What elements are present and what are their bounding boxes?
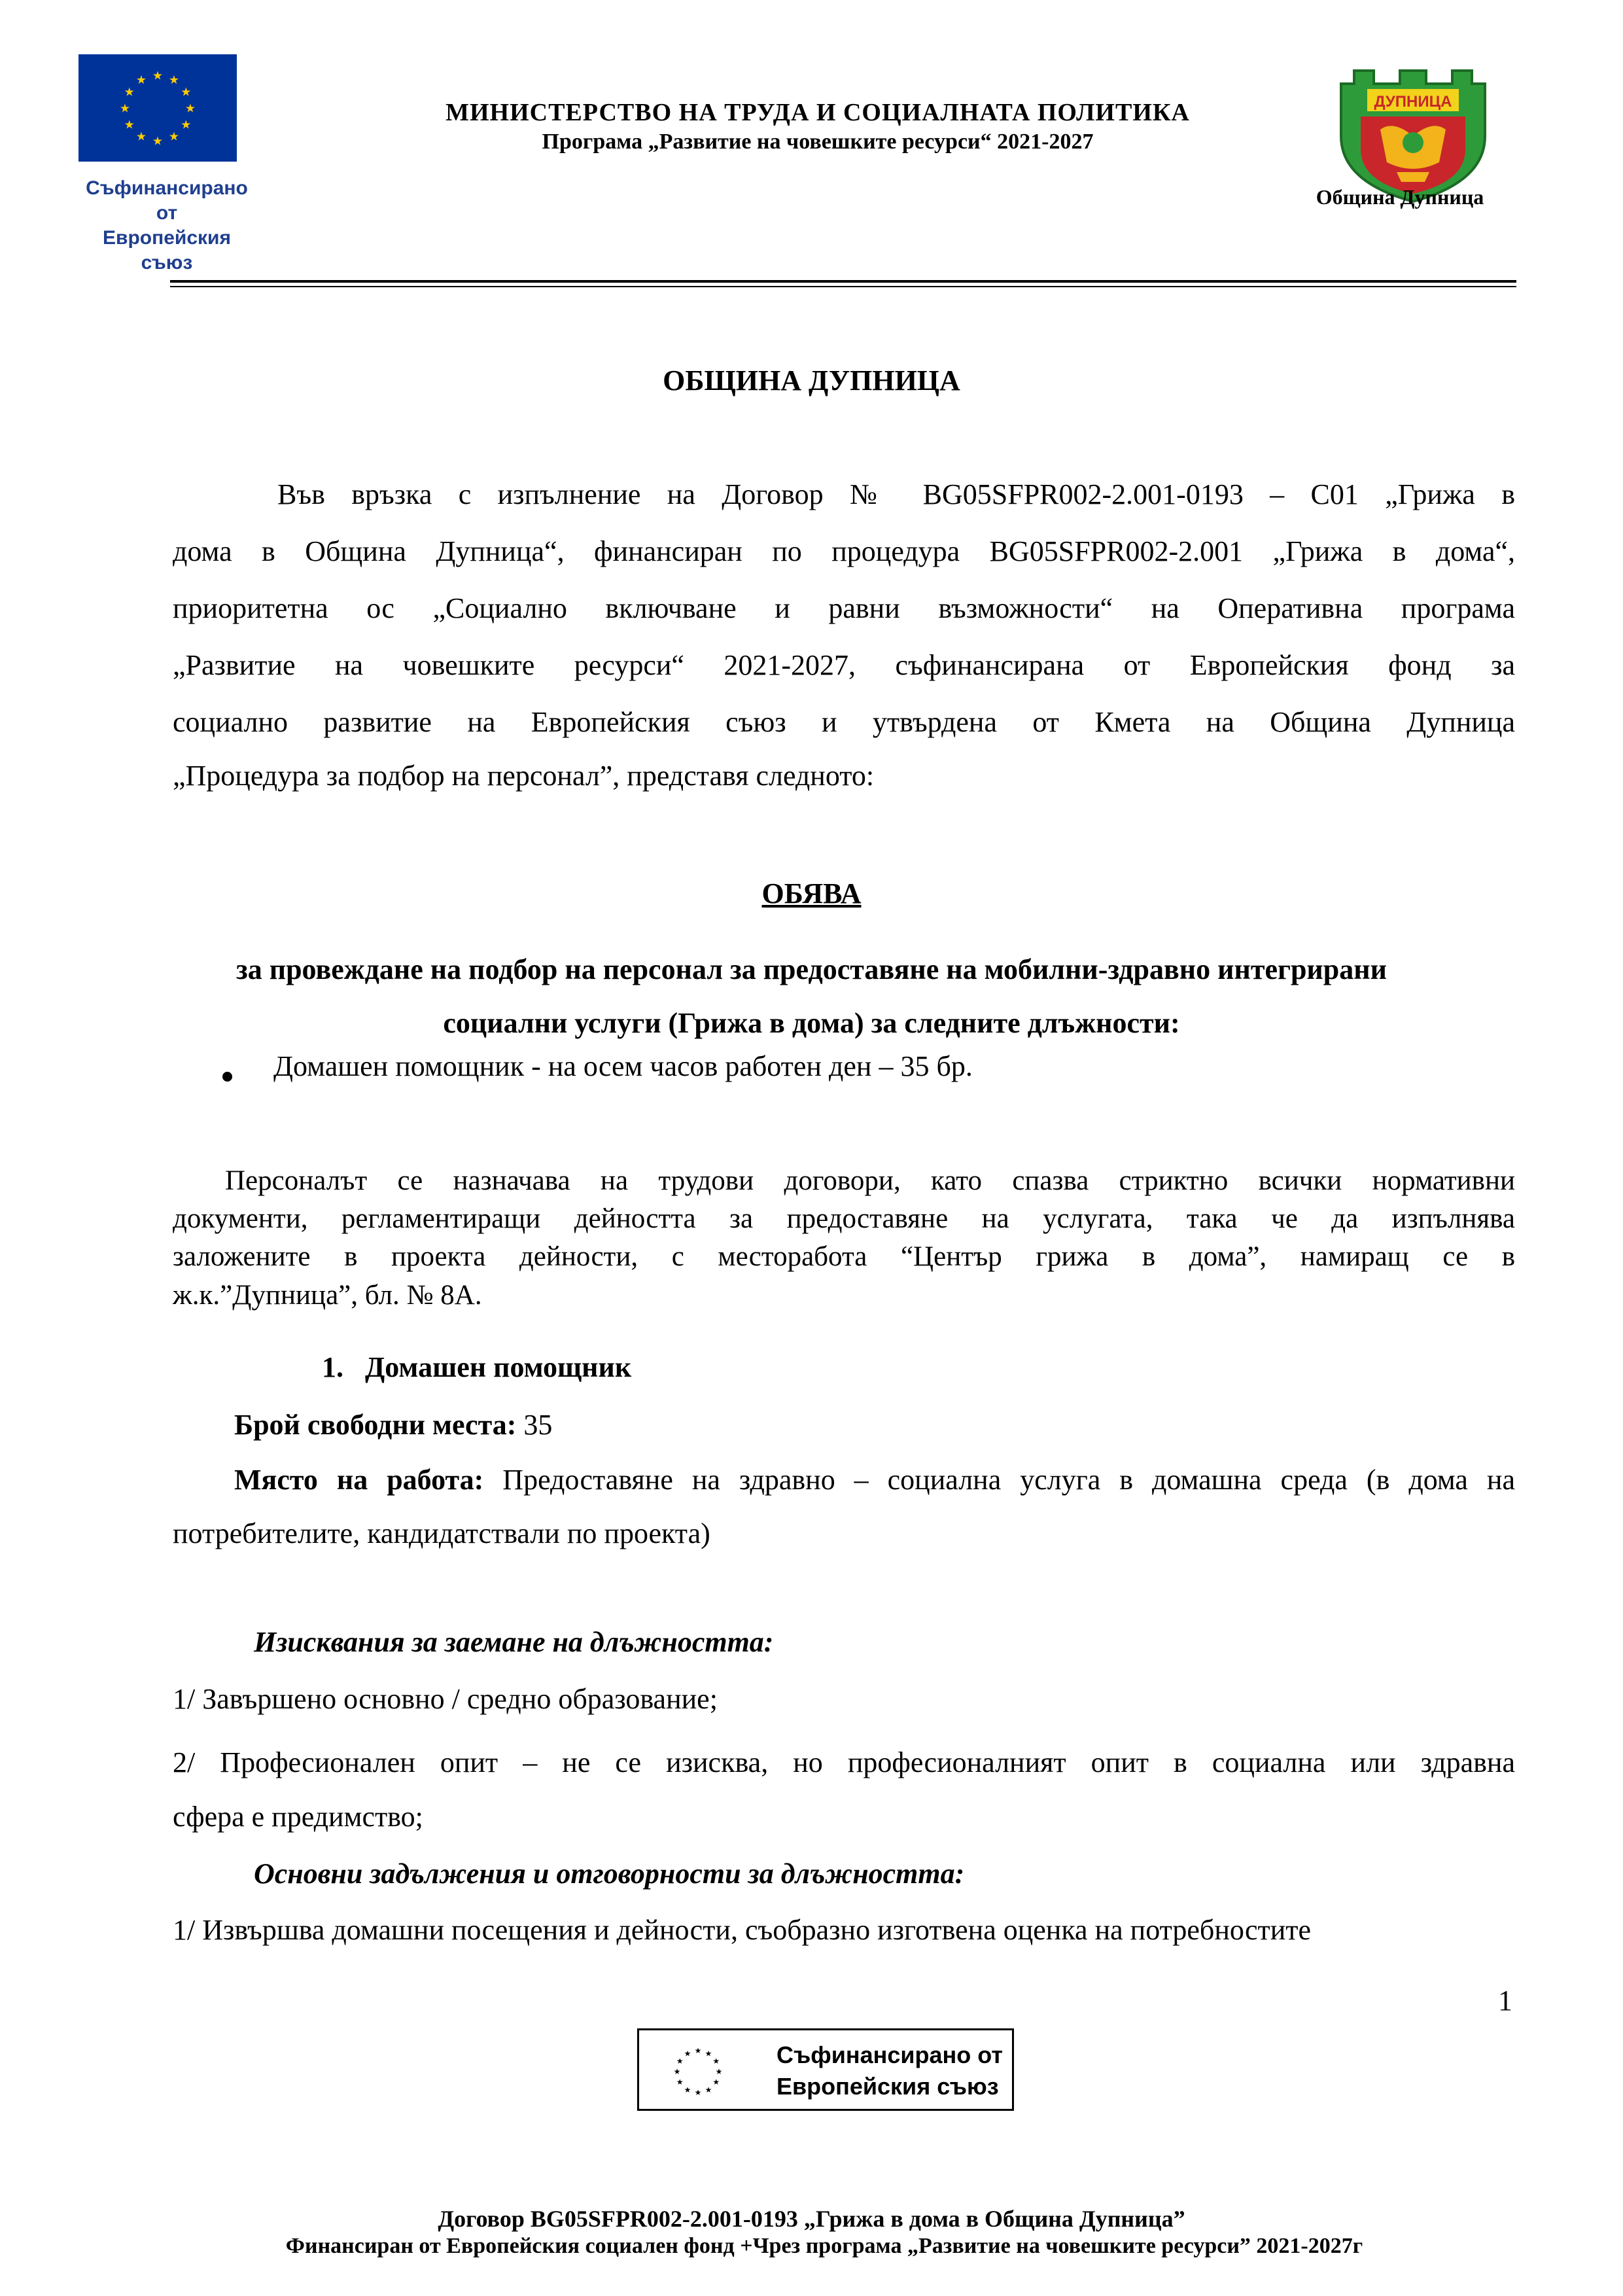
footer-contract: Договор BG05SFPR002-2.001-0193 „Грижа в дома в Община Дупница” bbox=[438, 2206, 1185, 2232]
crest-label: ДУПНИЦА bbox=[1374, 93, 1452, 111]
programme-title: Програма „Развитие на човешките ресурси“ 2021-2027 bbox=[542, 130, 1094, 154]
bullet-icon bbox=[222, 1072, 232, 1082]
intro-line: „Процедура за подбор на персонал”, представя следното: bbox=[173, 760, 875, 792]
eu-star-icon: ★ bbox=[135, 130, 147, 144]
eu-star-icon: ★ bbox=[673, 2067, 681, 2077]
intro-line: „Развитие на човешките ресурси“ 2021-2027, съфинансирана от Европейския фонд за bbox=[173, 649, 1515, 681]
eu-star-icon: ★ bbox=[119, 101, 131, 116]
eu-star-icon: ★ bbox=[684, 2085, 691, 2094]
eu-caption-line2: Европейския съюз bbox=[103, 227, 231, 274]
eu-star-icon: ★ bbox=[694, 2088, 702, 2098]
position-title: Домашен помощник bbox=[365, 1351, 632, 1383]
page-title: ОБЩИНА ДУПНИЦА bbox=[663, 364, 960, 397]
vacancies-label: Брой свободни места: bbox=[234, 1409, 517, 1441]
eu-star-icon: ★ bbox=[694, 2046, 702, 2056]
position-bullet: Домашен помощник - на осем часов работен ден – 35 бр. bbox=[273, 1050, 973, 1082]
duties-heading: Основни задължения и отговорности за длъжността: bbox=[254, 1858, 965, 1890]
requirements-heading: Изисквания за заемане на длъжността: bbox=[254, 1626, 774, 1658]
eu-star-icon: ★ bbox=[712, 2077, 720, 2087]
workplace-row bbox=[234, 1463, 1515, 1496]
eu-star-icon: ★ bbox=[184, 101, 196, 116]
municipality-caption: Община Дупница bbox=[1316, 185, 1484, 209]
requirement-item-cont: сфера е предимство; bbox=[173, 1801, 423, 1833]
vacancies-row bbox=[234, 1405, 1577, 1445]
eu-caption bbox=[79, 176, 255, 275]
eu-star-icon: ★ bbox=[712, 2057, 720, 2066]
footer-eu-logo bbox=[637, 2028, 1014, 2111]
eu-star-icon: ★ bbox=[715, 2067, 723, 2077]
duty-item: 1/ Извършва домашни посещения и дейности, съобразно изготвена оценка на потребностите bbox=[173, 1914, 1312, 1946]
position-number: 1. bbox=[322, 1351, 343, 1383]
requirement-item: 1/ Завършено основно / средно образование; bbox=[173, 1683, 718, 1715]
eu-star-icon: ★ bbox=[705, 2085, 712, 2094]
staff-line: документи, регламентиращи дейността за предоставяне на услугата, така че да изпълнява bbox=[173, 1203, 1515, 1234]
announcement-heading: ОБЯВА bbox=[761, 877, 862, 910]
header-divider-thin bbox=[170, 286, 1516, 287]
dupnitsa-crest-icon bbox=[1335, 64, 1492, 205]
staff-line: Персоналът се назначава на трудови договори, като спазва стриктно всички нормативни bbox=[225, 1165, 1515, 1196]
eu-star-icon: ★ bbox=[181, 118, 192, 132]
intro-line: приоритетна ос „Социално включване и равни възможности“ на Оперативна програма bbox=[173, 592, 1515, 624]
eu-flag-icon bbox=[79, 54, 237, 162]
header-divider bbox=[170, 280, 1516, 283]
intro-line: дома в Община Дупница“, финансиран по процедура BG05SFPR002-2.001 „Грижа в дома“, bbox=[173, 535, 1515, 567]
ministry-title: МИНИСТЕРСТВО НА ТРУДА И СОЦИАЛНАТА ПОЛИТИКА bbox=[445, 99, 1190, 126]
intro-line: Във връзка с изпълнение на Договор № BG05SFPR002-2.001-0193 – С01 „Грижа в bbox=[277, 478, 1515, 510]
eu-flag-icon bbox=[646, 2037, 750, 2106]
eu-star-icon: ★ bbox=[124, 85, 135, 99]
staff-line: ж.к.”Дупница”, бл. № 8А. bbox=[173, 1280, 482, 1311]
footer-logo-line1: Съфинансирано от bbox=[777, 2041, 1003, 2068]
footer-funding: Финансиран от Европейския социален фонд +Чрез програма „Развитие на човешките ресурси” 2021-2027г bbox=[285, 2234, 1363, 2258]
eu-star-icon: ★ bbox=[676, 2077, 684, 2087]
announcement-subtitle: социални услуги (Грижа в дома) за следните длъжности: bbox=[443, 1007, 1180, 1039]
eu-star-icon: ★ bbox=[181, 85, 192, 99]
page-number: 1 bbox=[1498, 1985, 1512, 2017]
eu-star-icon: ★ bbox=[676, 2057, 684, 2066]
eu-star-icon: ★ bbox=[168, 130, 180, 144]
vacancies-value: 35 bbox=[516, 1409, 553, 1441]
eu-cofunded-logo bbox=[79, 54, 248, 274]
eu-star-icon: ★ bbox=[124, 118, 135, 132]
position-heading bbox=[322, 1348, 1623, 1387]
footer-logo-line2: Европейския съюз bbox=[777, 2073, 999, 2100]
workplace-row-cont: потребителите, кандидатствали по проекта) bbox=[173, 1517, 710, 1549]
eu-star-icon: ★ bbox=[705, 2049, 712, 2058]
eu-caption-line1: Съфинансирано от bbox=[86, 177, 248, 224]
eu-star-icon: ★ bbox=[135, 73, 147, 87]
requirement-item: 2/ Професионален опит – не се изисква, но професионалният опит в социална или здравна bbox=[173, 1746, 1515, 1778]
workplace-label: Място на работа: bbox=[234, 1464, 484, 1496]
intro-line: социално развитие на Европейския съюз и утвърдена от Кмета на Община Дупница bbox=[173, 706, 1515, 738]
announcement-subtitle: за провеждане на подбор на персонал за предоставяне на мобилни-здравно интегрирани bbox=[236, 953, 1387, 985]
staff-line: заложените в проекта дейности, с месторабота “Център грижа в дома”, намиращ се в bbox=[173, 1241, 1515, 1272]
workplace-value: Предоставяне на здравно – социална услуга в домашна среда (в дома на bbox=[483, 1464, 1515, 1496]
eu-star-icon: ★ bbox=[152, 69, 164, 83]
footer-logo-text bbox=[777, 2040, 1003, 2102]
eu-star-icon: ★ bbox=[684, 2049, 691, 2058]
eu-star-icon: ★ bbox=[152, 134, 164, 149]
eu-star-icon: ★ bbox=[168, 73, 180, 87]
